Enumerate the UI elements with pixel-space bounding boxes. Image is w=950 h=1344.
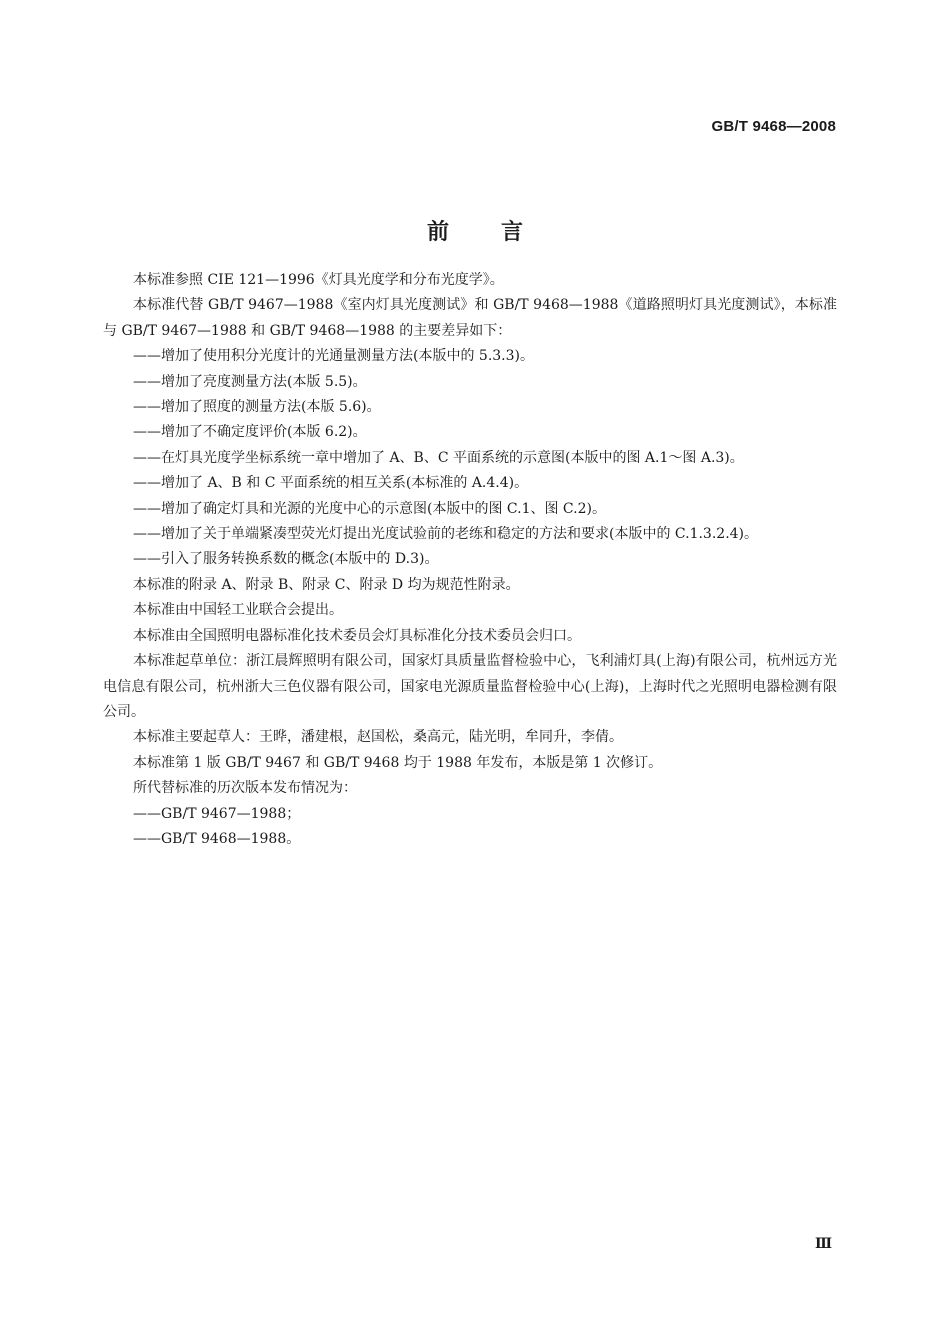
list-item: ——增加了亮度测量方法(本版 5.5)。 [133,373,367,390]
list-item: ——增加了关于单端紧凑型荧光灯提出光度试验前的老练和稳定的方法和要求(本版中的 C.1.3.2.4)。 [133,526,759,543]
paragraph: 本标准参照 CIE 121—1996《灯具光度学和分布光度学》。 [133,272,504,288]
list-item: ——在灯具光度学坐标系统一章中增加了 A、B、C 平面系统的示意图(本版中的图 A.1～图 A.3)。 [133,449,744,466]
paragraph: 所代替标准的历次版本发布情况为： [133,780,357,797]
paragraph: 本标准主要起草人：王晔，潘建根，赵国松，桑高元，陆光明，牟同升，李倩。 [133,729,623,746]
list-item: ——GB/T 9467—1988； [133,805,301,822]
list-item: ——GB/T 9468—1988。 [133,830,301,847]
paragraph: 本标准起草单位：浙江晨辉照明有限公司，国家灯具质量监督检验中心，飞利浦灯具(上海)有限公司，杭州远方光电信息有限公司，杭州浙大三色仪器有限公司，国家电光源质量监督检验中心(上海)，上海时代之光照明电器检测有限公司。 [103,653,837,720]
paragraph: 本标准第 1 版 GB/T 9467 和 GB/T 9468 均于 1988 年发布，本版是第 1 次修订。 [133,754,663,771]
standard-number: GB/T 9468—2008 [711,118,836,135]
list-item: ——增加了使用积分光度计的光通量测量方法(本版中的 5.3.3)。 [133,348,534,365]
paragraph: 本标准的附录 A、附录 B、附录 C、附录 D 均为规范性附录。 [133,576,520,593]
list-item: ——增加了照度的测量方法(本版 5.6)。 [133,399,381,416]
list-item: ——增加了 A、B 和 C 平面系统的相互关系(本标准的 A.4.4)。 [133,475,529,492]
page-number: Ⅲ [814,1236,832,1252]
paragraph: 本标准由中国轻工业联合会提出。 [133,602,343,619]
page-title: 前言 [426,219,575,245]
list-item: ——增加了确定灯具和光源的光度中心的示意图(本版中的图 C.1、图 C.2)。 [133,500,606,517]
paragraph: 本标准代替 GB/T 9467—1988《室内灯具光度测试》和 GB/T 9468—1988《道路照明灯具光度测试》，本标准与 GB/T 9467—1988 和 GB/T 9468—1988 的主要差异如下： [103,297,837,339]
paragraph: 本标准由全国照明电器标准化技术委员会灯具标准化分技术委员会归口。 [133,627,581,644]
list-item: ——引入了服务转换系数的概念(本版中的 D.3)。 [133,551,439,568]
foreword-body [103,268,837,852]
list-item: ——增加了不确定度评价(本版 6.2)。 [133,424,367,441]
